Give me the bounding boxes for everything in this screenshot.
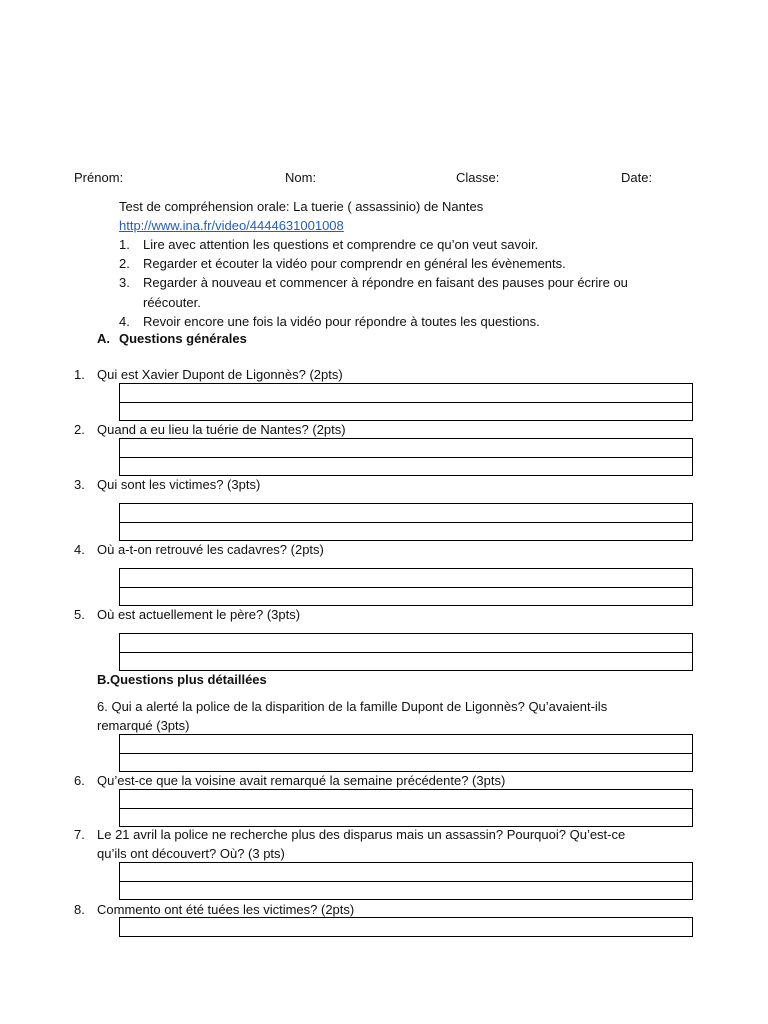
question-text: Où est actuellement le père? (3pts) (97, 607, 301, 622)
step-text: Lire avec attention les questions et comprendre ce qu’on veut savoir. (143, 237, 539, 252)
answer-line-divider (120, 457, 692, 458)
question-number: 8. (74, 902, 85, 917)
question-text: 6. Qui a alerté la police de la disparition de la famille Dupont de Ligonnès? Qu’avaient-ils (97, 699, 608, 714)
question-number: 5. (74, 607, 85, 622)
question-text: Où a-t-on retrouvé les cadavres? (2pts) (97, 542, 324, 557)
question-number: 1. (74, 367, 85, 382)
answer-box[interactable] (119, 383, 693, 421)
answer-line-divider (120, 808, 692, 809)
test-title: Test de compréhension orale: La tuerie ( assassinio) de Nantes (119, 199, 484, 214)
question-number: 6. (74, 773, 85, 788)
classe-label: Classe: (456, 170, 500, 185)
answer-line-divider (120, 753, 692, 754)
step-number: 4. (119, 314, 130, 329)
answer-box[interactable] (119, 917, 693, 937)
question-text: Le 21 avril la police ne recherche plus des disparus mais un assassin? Pourquoi? Qu’est-ce (97, 827, 626, 842)
video-link[interactable]: http://www.ina.fr/video/4444631001008 (119, 218, 344, 233)
question-text: Quand a eu lieu la tuérie de Nantes? (2pts) (97, 422, 346, 437)
answer-box[interactable] (119, 633, 693, 671)
answer-line-divider (120, 881, 692, 882)
answer-box[interactable] (119, 734, 693, 772)
answer-line-divider (120, 402, 692, 403)
answer-box[interactable] (119, 503, 693, 541)
step-text: Revoir encore une fois la vidéo pour répondre à toutes les questions. (143, 314, 540, 329)
question-text-continued: remarqué (3pts) (97, 718, 190, 733)
section-a-title: Questions générales (119, 331, 247, 346)
nom-label: Nom: (285, 170, 317, 185)
step-text-continued: réécouter. (143, 295, 201, 310)
question-text: Qui est Xavier Dupont de Ligonnès? (2pts) (97, 367, 343, 382)
section-b-title: B.Questions plus détaillées (97, 672, 267, 687)
question-number: 7. (74, 827, 85, 842)
step-number: 2. (119, 256, 130, 271)
question-number: 2. (74, 422, 85, 437)
answer-line-divider (120, 522, 692, 523)
answer-box[interactable] (119, 568, 693, 606)
question-number: 4. (74, 542, 85, 557)
answer-box[interactable] (119, 789, 693, 827)
date-label: Date: (621, 170, 653, 185)
step-number: 3. (119, 275, 130, 290)
answer-line-divider (120, 652, 692, 653)
step-text: Regarder à nouveau et commencer à répondre en faisant des pauses pour écrire ou (143, 275, 628, 290)
question-text-continued: qu’ils ont découvert? Où? (3 pts) (97, 846, 285, 861)
answer-box[interactable] (119, 438, 693, 476)
step-number: 1. (119, 237, 130, 252)
step-text: Regarder et écouter la vidéo pour comprendr en général les évènements. (143, 256, 566, 271)
question-number: 3. (74, 477, 85, 492)
answer-box[interactable] (119, 862, 693, 900)
prenom-label: Prénom: (74, 170, 124, 185)
question-text: Qui sont les victimes? (3pts) (97, 477, 261, 492)
answer-line-divider (120, 587, 692, 588)
question-text: Qu’est-ce que la voisine avait remarqué la semaine précédente? (3pts) (97, 773, 506, 788)
question-text: Commento ont été tuées les victimes? (2pts) (97, 902, 355, 917)
section-a-label: A. (97, 331, 110, 346)
